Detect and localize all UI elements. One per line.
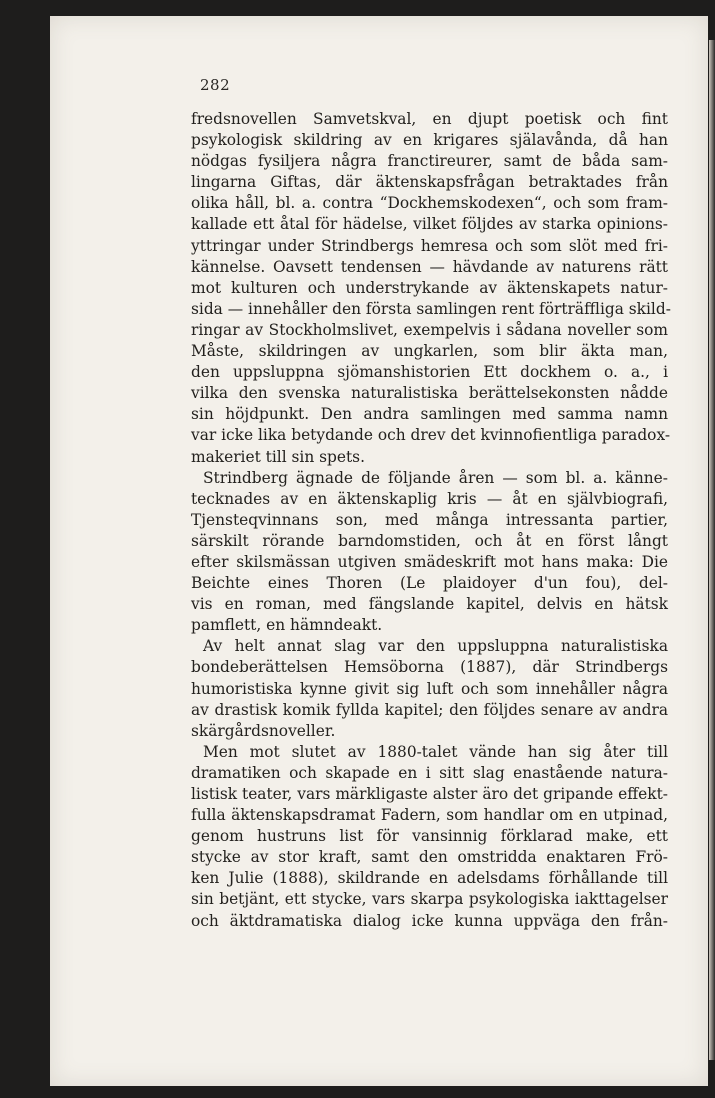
text-line: stycke av stor kraft, samt den omstridda enaktaren Frö-: [191, 848, 668, 867]
text-line: och äktdramatiska dialog icke kunna uppväga den från-: [191, 911, 668, 930]
text-line: yttringar under Strindbergs hemresa och som slöt med fri-: [191, 236, 668, 255]
text-line: Av helt annat slag var den uppsluppna naturalistiska: [203, 637, 668, 656]
text-line: listisk teater, vars märkligaste alster äro det gripande effekt-: [191, 785, 668, 803]
text-line: vis en roman, med fängslande kapitel, delvis en hätsk: [191, 595, 668, 614]
text-line: Beichte eines Thoren (Le plaidoyer d'un fou), del-: [191, 574, 668, 593]
text-line: Tjensteqvinnans son, med många intressanta partier,: [191, 510, 668, 529]
text-line: sida — innehåller den första samlingen rent förträffliga skild-: [191, 299, 671, 318]
text-line: särskilt rörande barndomstiden, och åt en först långt: [191, 531, 668, 550]
text-line: var icke lika betydande och drev det kvinnofientliga paradox-: [191, 426, 671, 445]
text-line: tecknades av en äktenskaplig kris — åt en självbiografi,: [191, 489, 668, 508]
text-line: skärgårdsnoveller.: [191, 721, 336, 740]
text-line: fredsnovellen Samvetskval, en djupt poetisk och fint: [191, 110, 668, 128]
text-line: ken Julie (1888), skildrande en adelsdams förhållande till: [191, 869, 668, 888]
text-line: kännelse. Oavsett tendensen — hävdande av naturens rätt: [191, 257, 668, 276]
text-line: bondeberättelsen Hemsöborna (1887), där Strindbergs: [191, 658, 668, 677]
text-line: den uppsluppna sjömanshistorien Ett dockhem o. a., i: [191, 363, 668, 382]
text-line: sin betjänt, ett stycke, vars skarpa psykologiska iakttagelser: [191, 890, 668, 909]
text-line: dramatiken och skapade en i sitt slag enastående natura-: [191, 763, 668, 782]
text-line: Strindberg ägnade de följande åren — som bl. a. känne-: [203, 468, 668, 487]
page-number: 282: [200, 76, 231, 94]
text-line: nödgas fysiljera några franctireurer, samt de båda sam-: [191, 152, 668, 171]
text-line: pamflett, en hämndeakt.: [191, 616, 383, 635]
page-edge-shadow: [709, 40, 715, 1060]
text-line: av drastisk komik fyllda kapitel; den följdes senare av andra: [191, 700, 668, 719]
body-text: [191, 109, 671, 932]
text-line: humoristiska kynne givit sig luft och som innehåller några: [191, 679, 668, 698]
text-line: sin höjdpunkt. Den andra samlingen med samma namn: [191, 405, 668, 424]
text-line: Men mot slutet av 1880-talet vände han sig åter till: [203, 742, 668, 761]
text-line: olika håll, bl. a. contra “Dockhemskodexen“, och som fram-: [191, 194, 668, 213]
text-line: fulla äktenskapsdramat Fadern, som handlar om en utpinad,: [191, 806, 668, 825]
text-line: efter skilsmässan utgiven smädeskrift mot hans maka: Die: [191, 552, 668, 571]
text-line: lingarna Giftas, där äktenskapsfrågan betraktades från: [191, 173, 668, 192]
text-line: ringar av Stockholmslivet, exempelvis i sådana noveller som: [191, 320, 668, 339]
text-line: makeriet till sin spets.: [191, 447, 365, 466]
text-line: kallade ett åtal för hädelse, vilket följdes av starka opinions-: [191, 215, 668, 234]
text-line: Måste, skildringen av ungkarlen, som blir äkta man,: [191, 342, 668, 361]
text-line: mot kulturen och understrykande av äktenskapets natur-: [191, 278, 668, 297]
text-line: psykologisk skildring av en krigares själavånda, då han: [191, 131, 668, 150]
text-line: genom hustruns list för vansinnig förklarad make, ett: [191, 827, 668, 846]
text-line: vilka den svenska naturalistiska berättelsekonsten nådde: [191, 384, 668, 403]
